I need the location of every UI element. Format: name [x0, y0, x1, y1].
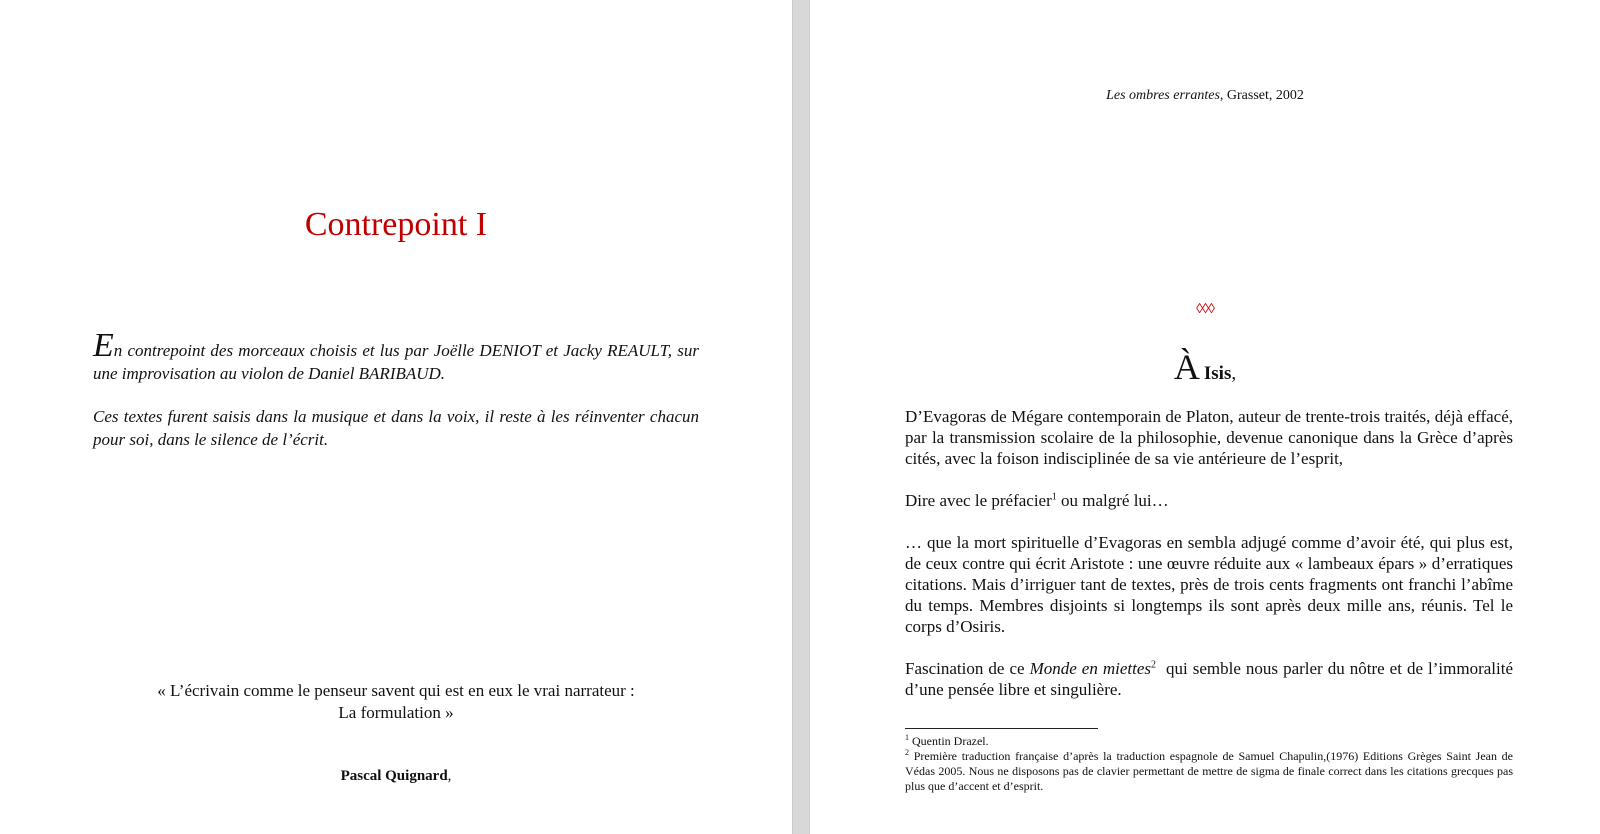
footnote-2-number: 2 — [905, 748, 909, 757]
header-publisher: , Grasset, 2002 — [1219, 88, 1304, 103]
intro-text — [93, 327, 699, 451]
left-page — [0, 0, 792, 834]
header-book-title: Les ombres errantes — [1106, 88, 1220, 103]
epigraph-quote — [0, 680, 792, 724]
right-page — [810, 0, 1600, 834]
quote-author-name: Pascal Quignard — [340, 768, 448, 784]
footnote-1-number: 1 — [905, 733, 909, 742]
dedication — [810, 346, 1600, 388]
intro-paragraph-1-text: n contrepoint des morceaux choisis et lus par Joëlle DENIOT et Jacky REAULT, sur une improvisation au violon de Daniel BARIBAUD. — [93, 341, 699, 383]
footnotes — [905, 734, 1513, 794]
quote-author — [0, 768, 792, 785]
ornament-diamonds: ◊◊◊ — [1196, 302, 1214, 317]
para2-text-a: Dire avec le préfacier — [905, 491, 1052, 510]
intro-paragraph-2: Ces textes furent saisis dans la musique et dans la voix, il reste à les réinventer chacun pour soi, dans le silence de l’écrit. — [93, 407, 699, 449]
para4-text-a: Fascination de ce — [905, 659, 1030, 678]
body-paragraph-1: D’Evagoras de Mégare contemporain de Platon, auteur de trente-trois traités, déjà effacé, par la transmission scolaire de la philosophie, devenue canonique dans la Grèce d’après cités, avec la foison indisciplinée de sa vie antérieure de l’esprit, — [905, 407, 1513, 468]
para4-text-b: qui semble nous parler du nôtre et de l’immoralité d’une pensée libre et singulière. — [905, 659, 1518, 699]
body-paragraph-4 — [905, 658, 1518, 700]
chapter-title: Contrepoint I — [304, 206, 488, 243]
quote-line-2: La formulation » — [338, 703, 454, 722]
quote-line-1: « L’écrivain comme le penseur savent qui est en eux le vrai narrateur : — [157, 681, 635, 700]
body-paragraph-3: … que la mort spirituelle d’Evagoras en sembla adjugé comme d’avoir été, qui plus est, de ceux contre qui écrit Aristote : une œuvre réduite aux « lambeaux épars » d’erratiques citations. Mais d’irriguer tant de textes, près de trois cents fragments ont franchi l’abîme du temps. Membres disjoints si longtemps ils sont après deux mille ans, réunis. Tel le corps d’Osiris. — [905, 533, 1513, 636]
running-header — [810, 88, 1600, 104]
dedication-a: À — [1173, 347, 1200, 387]
page-gutter — [792, 0, 810, 834]
footnote-2 — [905, 749, 1513, 794]
footnote-ref-2[interactable]: 2 — [1151, 659, 1156, 671]
body-paragraph-2 — [905, 490, 1513, 511]
quote-author-suffix: , — [447, 768, 452, 784]
dedication-comma: , — [1231, 363, 1237, 384]
footnote-1 — [905, 734, 1513, 749]
para2-text-b: ou malgré lui… — [1056, 491, 1169, 510]
footnote-separator — [905, 728, 1098, 729]
para4-italic-title: Monde en miettes — [1029, 659, 1151, 678]
drop-cap: E — [93, 327, 114, 364]
intro-paragraph-1 — [93, 327, 699, 385]
footnote-ref-1[interactable]: 1 — [1051, 491, 1057, 503]
dedication-name: Isis — [1203, 363, 1232, 384]
footnote-2-text: Première traduction française d’après la traduction espagnole de Samuel Chapulin,(1976) Editions Grèges Saint Jean de Védas 2005. Nous ne disposons pas de clavier permettant de mettre de sigma de finale correct dans les citations grecques pas plus que d’accent et d’esprit. — [905, 749, 1513, 793]
body-text — [905, 406, 1518, 700]
footnote-1-text: Quentin Drazel. — [909, 734, 989, 748]
